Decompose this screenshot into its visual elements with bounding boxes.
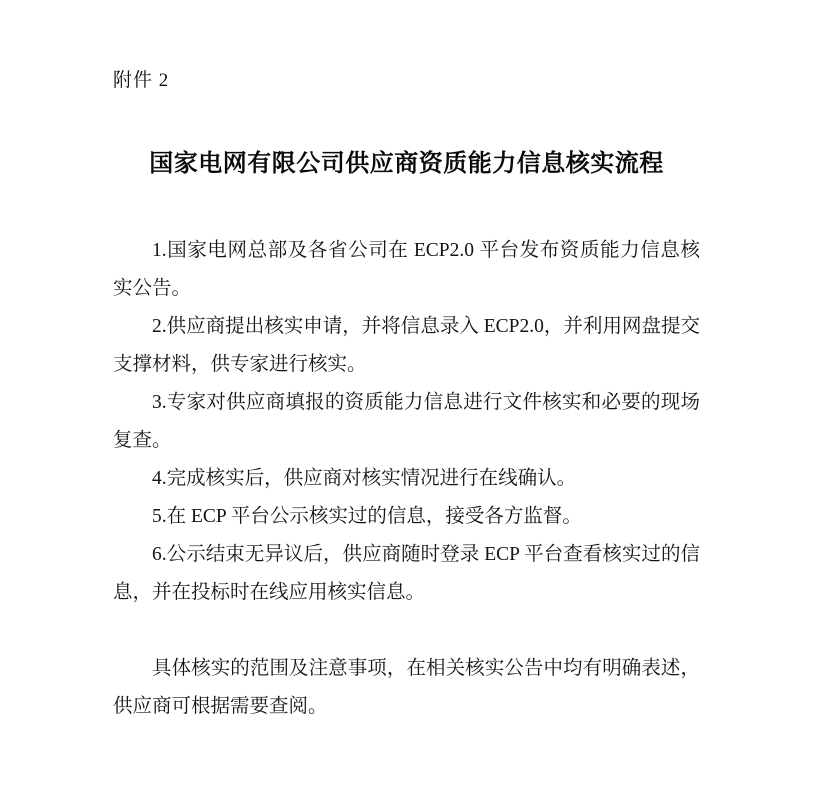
- closing-paragraph: 具体核实的范围及注意事项，在相关核实公告中均有明确表述，供应商可根据需要查阅。: [113, 658, 700, 717]
- document-title: 国家电网有限公司供应商资质能力信息核实流程: [149, 150, 664, 177]
- paragraph-step-3: 3.专家对供应商填报的资质能力信息进行文件核实和必要的现场复查。: [113, 392, 700, 451]
- paragraph-step-5: 5.在 ECP 平台公示核实过的信息，接受各方监督。: [152, 506, 582, 527]
- paragraph-step-1: 1.国家电网总部及各省公司在 ECP2.0 平台发布资质能力信息核实公告。: [113, 240, 700, 299]
- paragraph-step-2: 2.供应商提出核实申请，并将信息录入 ECP2.0，并利用网盘提交支撑材料，供专家进行核实。: [113, 316, 700, 375]
- paragraph-step-4: 4.完成核实后，供应商对核实情况进行在线确认。: [152, 468, 577, 489]
- paragraph-step-6: 6.公示结束无异议后，供应商随时登录 ECP 平台查看核实过的信息，并在投标时在线应用核实信息。: [113, 544, 700, 603]
- attachment-label: 附件 2: [113, 70, 170, 91]
- document-body: [113, 232, 700, 726]
